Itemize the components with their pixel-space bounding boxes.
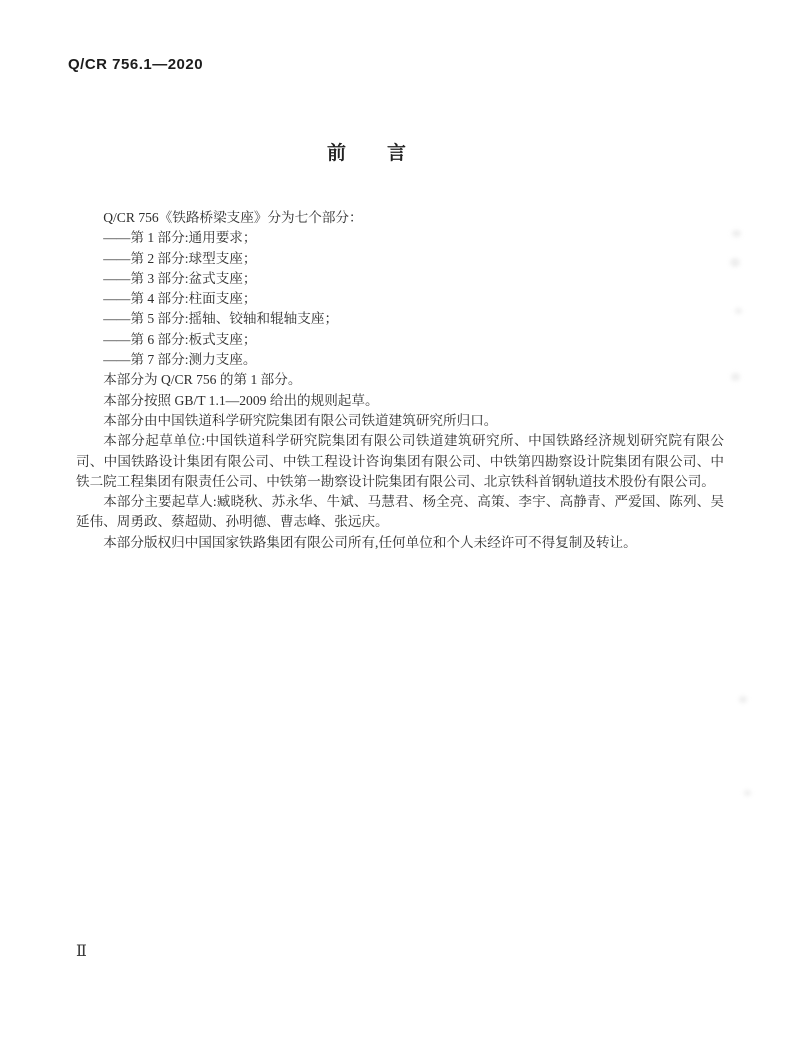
- scan-artifact: [735, 308, 742, 314]
- paragraph-part-7: ——第 7 部分:测力支座。: [103, 352, 257, 368]
- foreword-body: [76, 208, 724, 553]
- paragraph-drafting-units: 本部分起草单位:中国铁道科学研究院集团有限公司铁道建筑研究所、中国铁路经济规划研究院有限公司、中国铁路设计集团有限公司、中铁工程设计咨询集团有限公司、中铁第四勘察设计院集团有限公司、中铁二院工程集团有限责任公司、中铁第一勘察设计院集团有限公司、北京铁科首钢轨道技术股份有限公司。: [76, 433, 724, 489]
- scan-artifact: [730, 258, 740, 267]
- paragraph-part-5: ——第 5 部分:摇轴、铰轴和辊轴支座；: [103, 311, 339, 327]
- foreword-title: 前 言: [326, 143, 407, 164]
- paragraph-copyright: 本部分版权归中国国家铁路集团有限公司所有,任何单位和个人未经许可不得复制及转让。: [103, 534, 637, 550]
- paragraph-drafters: 本部分主要起草人:臧晓秋、苏永华、牛斌、马慧君、杨全亮、高策、李宇、高静青、严爱国、陈列、吴延伟、周勇政、蔡超勋、孙明德、曹志峰、张远庆。: [76, 494, 724, 530]
- paragraph-drafting-rule: 本部分按照 GB/T 1.1—2009 给出的规则起草。: [103, 392, 379, 408]
- paragraph-part-4: ——第 4 部分:柱面支座；: [103, 291, 257, 307]
- scan-artifact: [744, 790, 751, 796]
- paragraph-parts-intro: Q/CR 756《铁路桥梁支座》分为七个部分：: [103, 210, 363, 225]
- paragraph-part-3: ——第 3 部分:盆式支座；: [103, 270, 257, 286]
- page-number: Ⅱ: [76, 943, 87, 960]
- paragraph-part-1: ——第 1 部分:通用要求；: [103, 230, 257, 246]
- standard-designation: Q/CR 756.1—2020: [68, 56, 204, 73]
- paragraph-part-2: ——第 2 部分:球型支座；: [103, 250, 257, 266]
- scan-artifact: [732, 230, 741, 237]
- scan-artifact: [731, 373, 740, 381]
- scan-artifact: [739, 696, 747, 703]
- paragraph-part-6: ——第 6 部分:板式支座；: [103, 331, 257, 347]
- paragraph-centralized-by: 本部分由中国铁道科学研究院集团有限公司铁道建筑研究所归口。: [103, 412, 498, 428]
- paragraph-this-part: 本部分为 Q/CR 756 的第 1 部分。: [103, 372, 302, 388]
